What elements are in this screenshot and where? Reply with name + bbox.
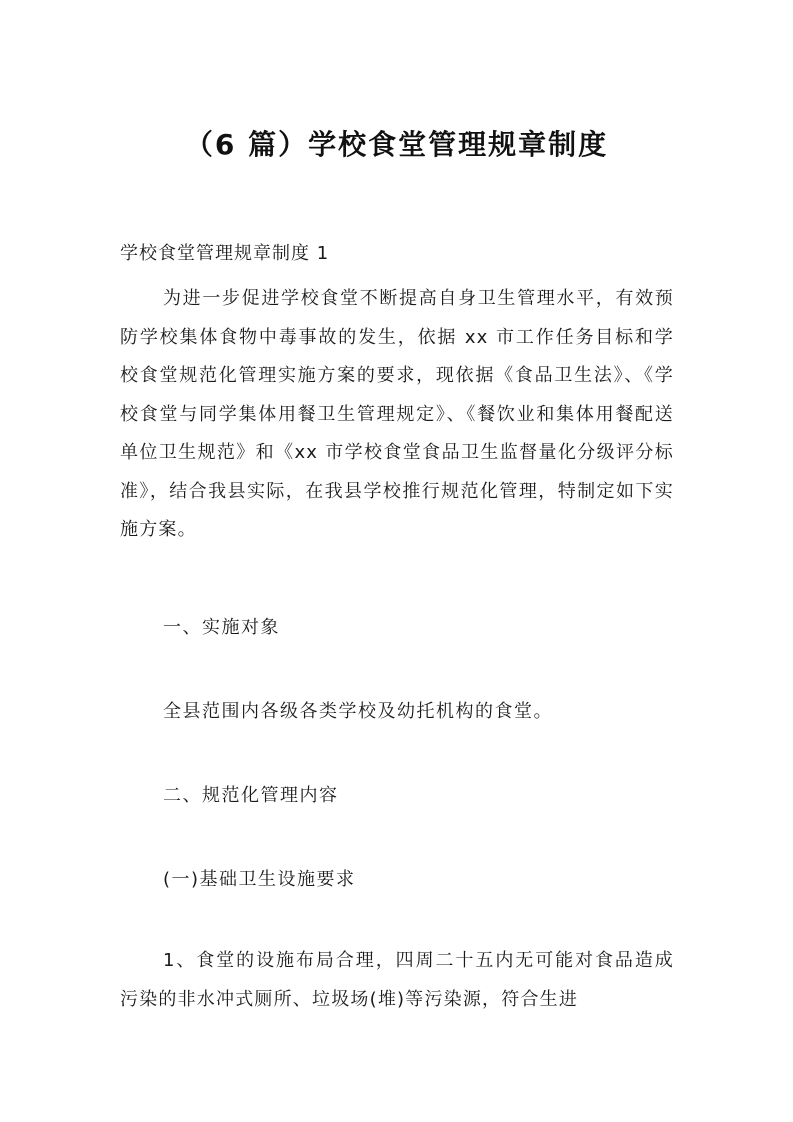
heading-implementation-target: 一、实施对象 [163,617,280,638]
paragraph-implementation-scope: 全县范围内各级各类学校及幼托机构的食堂。 [163,701,553,722]
document-title: （6 篇）学校食堂管理规章制度 [184,128,609,161]
heading-basic-facilities: (一)基础卫生设施要求 [163,869,356,890]
intro-paragraph: 为进一步促进学校食堂不断提高自身卫生管理水平，有效预防学校集体食物中毒事故的发生，依据 xx 市工作任务目标和学校食堂规范化管理实施方案的要求，现依据《食品卫生法》、《学校食堂与同学集体用餐卫生管理规定》、《餐饮业和集体用餐配送单位卫生规范》和《xx 市学校食堂食品卫生监督量化分级评分标准》，结合我县实际，在我县学校推行规范化管理，特制定如下实施方案。 [120,288,674,540]
paragraph-facility-layout: 1、食堂的设施布局合理，四周二十五内无可能对食品造成污染的非水冲式厕所、垃圾场(堆)等污染源，符合生进 [120,950,674,1010]
heading-management-content: 二、规范化管理内容 [163,785,339,806]
section-title: 学校食堂管理规章制度 1 [120,243,330,264]
